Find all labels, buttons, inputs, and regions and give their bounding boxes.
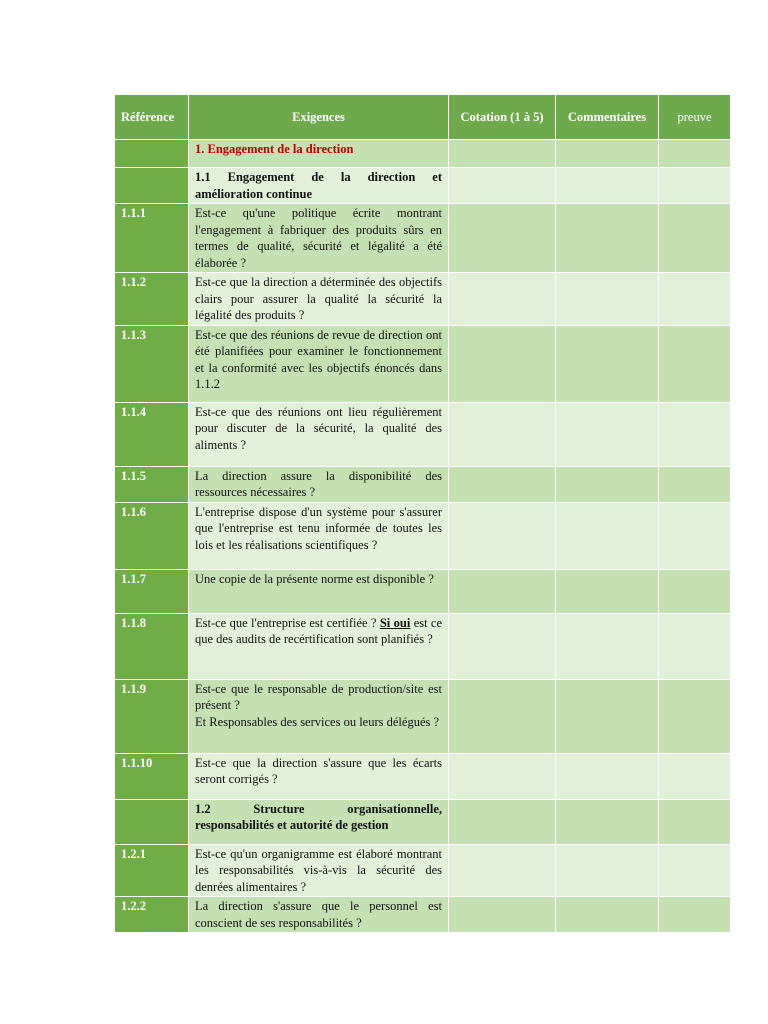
header-preuve: preuve xyxy=(659,95,731,140)
cotation-cell[interactable] xyxy=(449,140,556,168)
table-row xyxy=(115,799,731,844)
requirement-text xyxy=(189,613,449,679)
reference-cell: 1.2.2 xyxy=(115,897,189,933)
preuve-cell[interactable] xyxy=(659,679,731,753)
reference-cell: 1.1.2 xyxy=(115,273,189,326)
table-row xyxy=(115,844,731,897)
header-commentaires: Commentaires xyxy=(556,95,659,140)
preuve-cell[interactable] xyxy=(659,753,731,799)
reference-cell: 1.1.5 xyxy=(115,466,189,502)
table-row xyxy=(115,325,731,402)
table-row xyxy=(115,402,731,466)
commentaires-cell[interactable] xyxy=(556,273,659,326)
commentaires-cell[interactable] xyxy=(556,402,659,466)
reference-cell xyxy=(115,140,189,168)
commentaires-cell[interactable] xyxy=(556,466,659,502)
requirement-text-line: Est-ce que le responsable de production/site est présent ? xyxy=(195,681,442,712)
requirement-text: Est-ce que la direction a déterminée des objectifs clairs pour assurer la qualité la sécurité la légalité des produits ? xyxy=(189,273,449,326)
commentaires-cell[interactable] xyxy=(556,569,659,613)
table-row xyxy=(115,502,731,569)
cotation-cell[interactable] xyxy=(449,897,556,933)
reference-cell: 1.2.1 xyxy=(115,844,189,897)
reference-cell: 1.1.4 xyxy=(115,402,189,466)
commentaires-cell[interactable] xyxy=(556,168,659,204)
header-reference: Référence xyxy=(115,95,189,140)
table-row xyxy=(115,466,731,502)
requirement-text: La direction s'assure que le personnel est conscient de ses responsabilités ? xyxy=(189,897,449,933)
preuve-cell[interactable] xyxy=(659,168,731,204)
reference-cell: 1.1.1 xyxy=(115,204,189,273)
preuve-cell[interactable] xyxy=(659,204,731,273)
table-row xyxy=(115,613,731,679)
requirement-text: L'entreprise dispose d'un système pour s'assurer que l'entreprise est tenu informée de toutes les lois et les réalisations scientifiques ? xyxy=(189,502,449,569)
cotation-cell[interactable] xyxy=(449,402,556,466)
cotation-cell[interactable] xyxy=(449,753,556,799)
commentaires-cell[interactable] xyxy=(556,753,659,799)
table-row xyxy=(115,753,731,799)
reference-cell: 1.1.3 xyxy=(115,325,189,402)
requirement-text-line: Et Responsables des services ou leurs délégués ? xyxy=(195,714,440,729)
cotation-cell[interactable] xyxy=(449,273,556,326)
table-row xyxy=(115,897,731,933)
reference-cell: 1.1.6 xyxy=(115,502,189,569)
commentaires-cell[interactable] xyxy=(556,897,659,933)
table-row xyxy=(115,168,731,204)
header-exigences: Exigences xyxy=(189,95,449,140)
requirement-text: Une copie de la présente norme est disponible ? xyxy=(189,569,449,613)
requirement-text: La direction assure la disponibilité des ressources nécessaires ? xyxy=(189,466,449,502)
si-oui-emphasis: Si oui xyxy=(379,615,411,630)
commentaires-cell[interactable] xyxy=(556,844,659,897)
reference-cell: 1.1.9 xyxy=(115,679,189,753)
reference-cell: 1.1.7 xyxy=(115,569,189,613)
requirement-text: Est-ce qu'un organigramme est élaboré montrant les responsabilités vis-à-vis la sécurité des denrées alimentaires ? xyxy=(189,844,449,897)
commentaires-cell[interactable] xyxy=(556,204,659,273)
subsection-title: 1.2 Structure organisationnelle, responsabilités et autorité de gestion xyxy=(189,799,449,844)
commentaires-cell[interactable] xyxy=(556,140,659,168)
table-row xyxy=(115,679,731,753)
reference-cell: 1.1.10 xyxy=(115,753,189,799)
preuve-cell[interactable] xyxy=(659,502,731,569)
preuve-cell[interactable] xyxy=(659,844,731,897)
preuve-cell[interactable] xyxy=(659,140,731,168)
commentaires-cell[interactable] xyxy=(556,799,659,844)
preuve-cell[interactable] xyxy=(659,273,731,326)
cotation-cell[interactable] xyxy=(449,466,556,502)
commentaires-cell[interactable] xyxy=(556,679,659,753)
commentaires-cell[interactable] xyxy=(556,613,659,679)
requirement-text-part: est ce que des audits de recértification sont planifiés ? xyxy=(195,615,443,646)
cotation-cell[interactable] xyxy=(449,325,556,402)
table-row xyxy=(115,140,731,168)
preuve-cell[interactable] xyxy=(659,799,731,844)
preuve-cell[interactable] xyxy=(659,402,731,466)
subsection-title: 1.1 Engagement de la direction et amélioration continue xyxy=(189,168,449,204)
header-cotation: Cotation (1 à 5) xyxy=(449,95,556,140)
preuve-cell[interactable] xyxy=(659,466,731,502)
cotation-cell[interactable] xyxy=(449,569,556,613)
header-row xyxy=(115,95,731,140)
cotation-cell[interactable] xyxy=(449,204,556,273)
cotation-cell[interactable] xyxy=(449,844,556,897)
reference-cell: 1.1.8 xyxy=(115,613,189,679)
commentaires-cell[interactable] xyxy=(556,502,659,569)
cotation-cell[interactable] xyxy=(449,613,556,679)
cotation-cell[interactable] xyxy=(449,168,556,204)
cotation-cell[interactable] xyxy=(449,679,556,753)
cotation-cell[interactable] xyxy=(449,502,556,569)
reference-cell xyxy=(115,168,189,204)
preuve-cell[interactable] xyxy=(659,325,731,402)
commentaires-cell[interactable] xyxy=(556,325,659,402)
reference-cell xyxy=(115,799,189,844)
requirement-text: Est-ce que des réunions de revue de direction ont été planifiées pour examiner le fonctionnement et la conformité avec les objectifs énoncés dans 1.1.2 xyxy=(189,325,449,402)
preuve-cell[interactable] xyxy=(659,569,731,613)
requirement-text: Est-ce qu'une politique écrite montrant l'engagement à fabriquer des produits sûrs en termes de qualité, sécurité et légalité a été élaborée ? xyxy=(189,204,449,273)
requirement-text: Est-ce que la direction s'assure que les écarts seront corrigés ? xyxy=(189,753,449,799)
requirement-text xyxy=(189,679,449,753)
table-row xyxy=(115,204,731,273)
table-row xyxy=(115,273,731,326)
preuve-cell[interactable] xyxy=(659,613,731,679)
requirement-text: Est-ce que des réunions ont lieu régulièrement pour discuter de la sécurité, la qualité des aliments ? xyxy=(189,402,449,466)
preuve-cell[interactable] xyxy=(659,897,731,933)
requirement-text-part: Est-ce que l'entreprise est certifiée ? xyxy=(195,615,377,630)
section-title: 1. Engagement de la direction xyxy=(189,140,449,168)
requirements-table xyxy=(114,94,731,933)
table-row xyxy=(115,569,731,613)
cotation-cell[interactable] xyxy=(449,799,556,844)
